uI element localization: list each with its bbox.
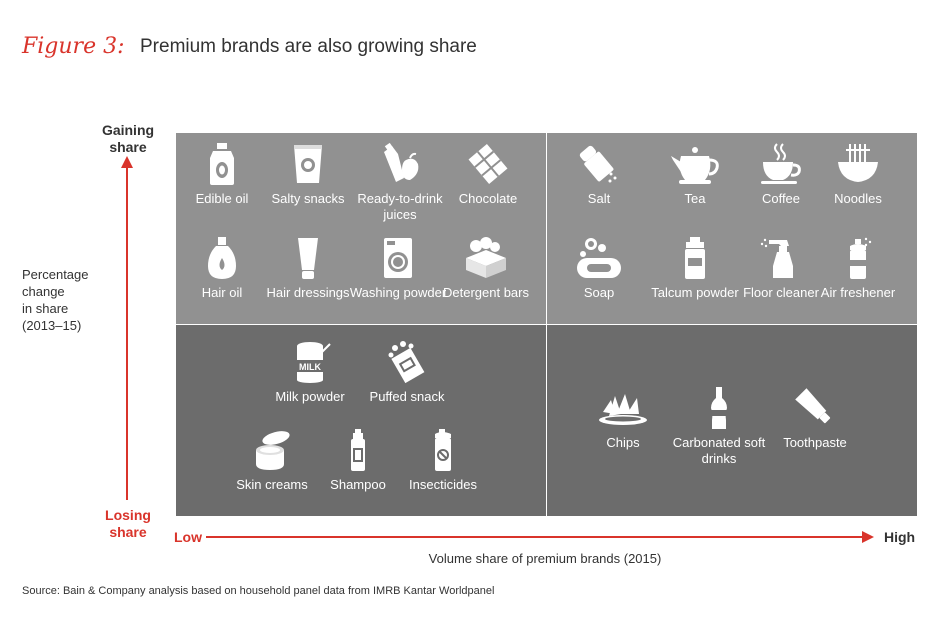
item-label: Coffee: [761, 191, 801, 206]
chips-plate-icon: [597, 386, 649, 430]
milk-can-label: MILK: [299, 362, 321, 372]
insecticide-can-icon: [423, 428, 463, 472]
shampoo-bottle-icon: [338, 428, 378, 472]
detergent-bar-icon: [462, 236, 510, 280]
item-label: Ready-to-drink juices: [357, 191, 443, 222]
item-chips: [573, 386, 673, 451]
item-label: Tea: [684, 191, 706, 206]
washing-machine-icon: [378, 236, 418, 280]
item-label: Skin creams: [236, 477, 308, 492]
item-milk-powder: [260, 340, 360, 405]
item-label: Talcum powder: [651, 285, 739, 300]
item-edible-oil: [172, 142, 272, 207]
item-air-freshener: [808, 236, 908, 301]
source-note: Source: Bain & Company analysis based on household panel data from IMRB Kantar Worldpanel: [22, 585, 495, 597]
cream-jar-icon: [250, 428, 294, 472]
item-label: Air freshener: [820, 285, 896, 300]
juice-icon: [378, 142, 422, 186]
x-axis-arrowhead: [862, 531, 874, 543]
snack-bag-icon: [288, 142, 328, 186]
soda-bottle-icon: [699, 386, 739, 430]
item-hair-oil: [172, 236, 272, 301]
spray-bottle-icon: [759, 236, 803, 280]
item-label: Salty snacks: [271, 191, 345, 206]
x-axis-title: Volume share of premium brands (2015): [428, 551, 662, 566]
y-axis-arrowhead: [121, 156, 133, 168]
hair-oil-icon: [202, 236, 242, 280]
item-ready-to-drink-juices: [350, 142, 450, 223]
item-label: Salt: [587, 191, 611, 206]
item-label: Edible oil: [195, 191, 249, 206]
salt-shaker-icon: [577, 142, 621, 186]
noodle-bowl-icon: [834, 142, 882, 186]
item-label: Puffed snack: [369, 389, 445, 404]
talcum-icon: [675, 236, 715, 280]
y-axis-bottom-label: Losing share: [105, 507, 151, 540]
figure-title: Premium brands are also growing share: [140, 36, 477, 57]
coffee-cup-icon: [759, 142, 803, 186]
item-skin-creams: [222, 428, 322, 493]
item-talcum-powder: [645, 236, 745, 301]
item-label: Detergent bars: [443, 285, 529, 300]
item-washing-powder: [348, 236, 448, 301]
item-label: Toothpaste: [783, 435, 847, 450]
item-label: Hair dressings: [266, 285, 350, 300]
item-label: Carbonated soft drinks: [672, 435, 766, 466]
puffed-snack-icon: [385, 340, 429, 384]
x-axis-low-label: Low: [174, 529, 202, 545]
item-label: Chocolate: [458, 191, 518, 206]
item-salt: [549, 142, 649, 207]
item-detergent-bars: [436, 236, 536, 301]
y-axis-title: [22, 266, 112, 334]
item-label: Insecticides: [409, 477, 477, 492]
item-label: Milk powder: [275, 389, 345, 404]
figure-label: Figure 3:: [22, 34, 125, 59]
toothpaste-icon: [793, 386, 837, 430]
item-toothpaste: [765, 386, 865, 451]
item-carbonated-soft-drinks: [669, 386, 769, 467]
milk-powder-can-icon: [288, 340, 332, 384]
y-axis-arrow: [126, 160, 128, 500]
teapot-icon: [669, 142, 721, 186]
item-label: Shampoo: [330, 477, 386, 492]
y-axis-title-line: in share: [22, 301, 69, 316]
air-freshener-icon: [836, 236, 880, 280]
y-axis-top-label: Gaining share: [101, 122, 155, 155]
tube-icon: [288, 236, 328, 280]
item-label: Washing powder: [349, 285, 447, 300]
item-hair-dressings: [258, 236, 358, 301]
y-axis-title-line: (2013–15): [22, 318, 82, 333]
soap-icon: [575, 236, 623, 280]
y-axis-title-line: Percentage: [22, 267, 89, 282]
y-axis-title-line: change: [22, 284, 65, 299]
item-soap: [549, 236, 649, 301]
item-label: Floor cleaner: [743, 285, 819, 300]
item-label: Soap: [583, 285, 615, 300]
item-noodles: [808, 142, 908, 207]
item-label: Noodles: [834, 191, 882, 206]
chocolate-icon: [466, 142, 510, 186]
item-label: Chips: [606, 435, 640, 450]
item-tea: [645, 142, 745, 207]
x-axis-arrow: [206, 536, 866, 538]
item-chocolate: [438, 142, 538, 207]
item-label: Hair oil: [201, 285, 243, 300]
item-salty-snacks: [258, 142, 358, 207]
item-insecticides: [393, 428, 493, 493]
oil-bottle-icon: [202, 142, 242, 186]
item-puffed-snack: [357, 340, 457, 405]
x-axis-high-label: High: [884, 529, 916, 545]
